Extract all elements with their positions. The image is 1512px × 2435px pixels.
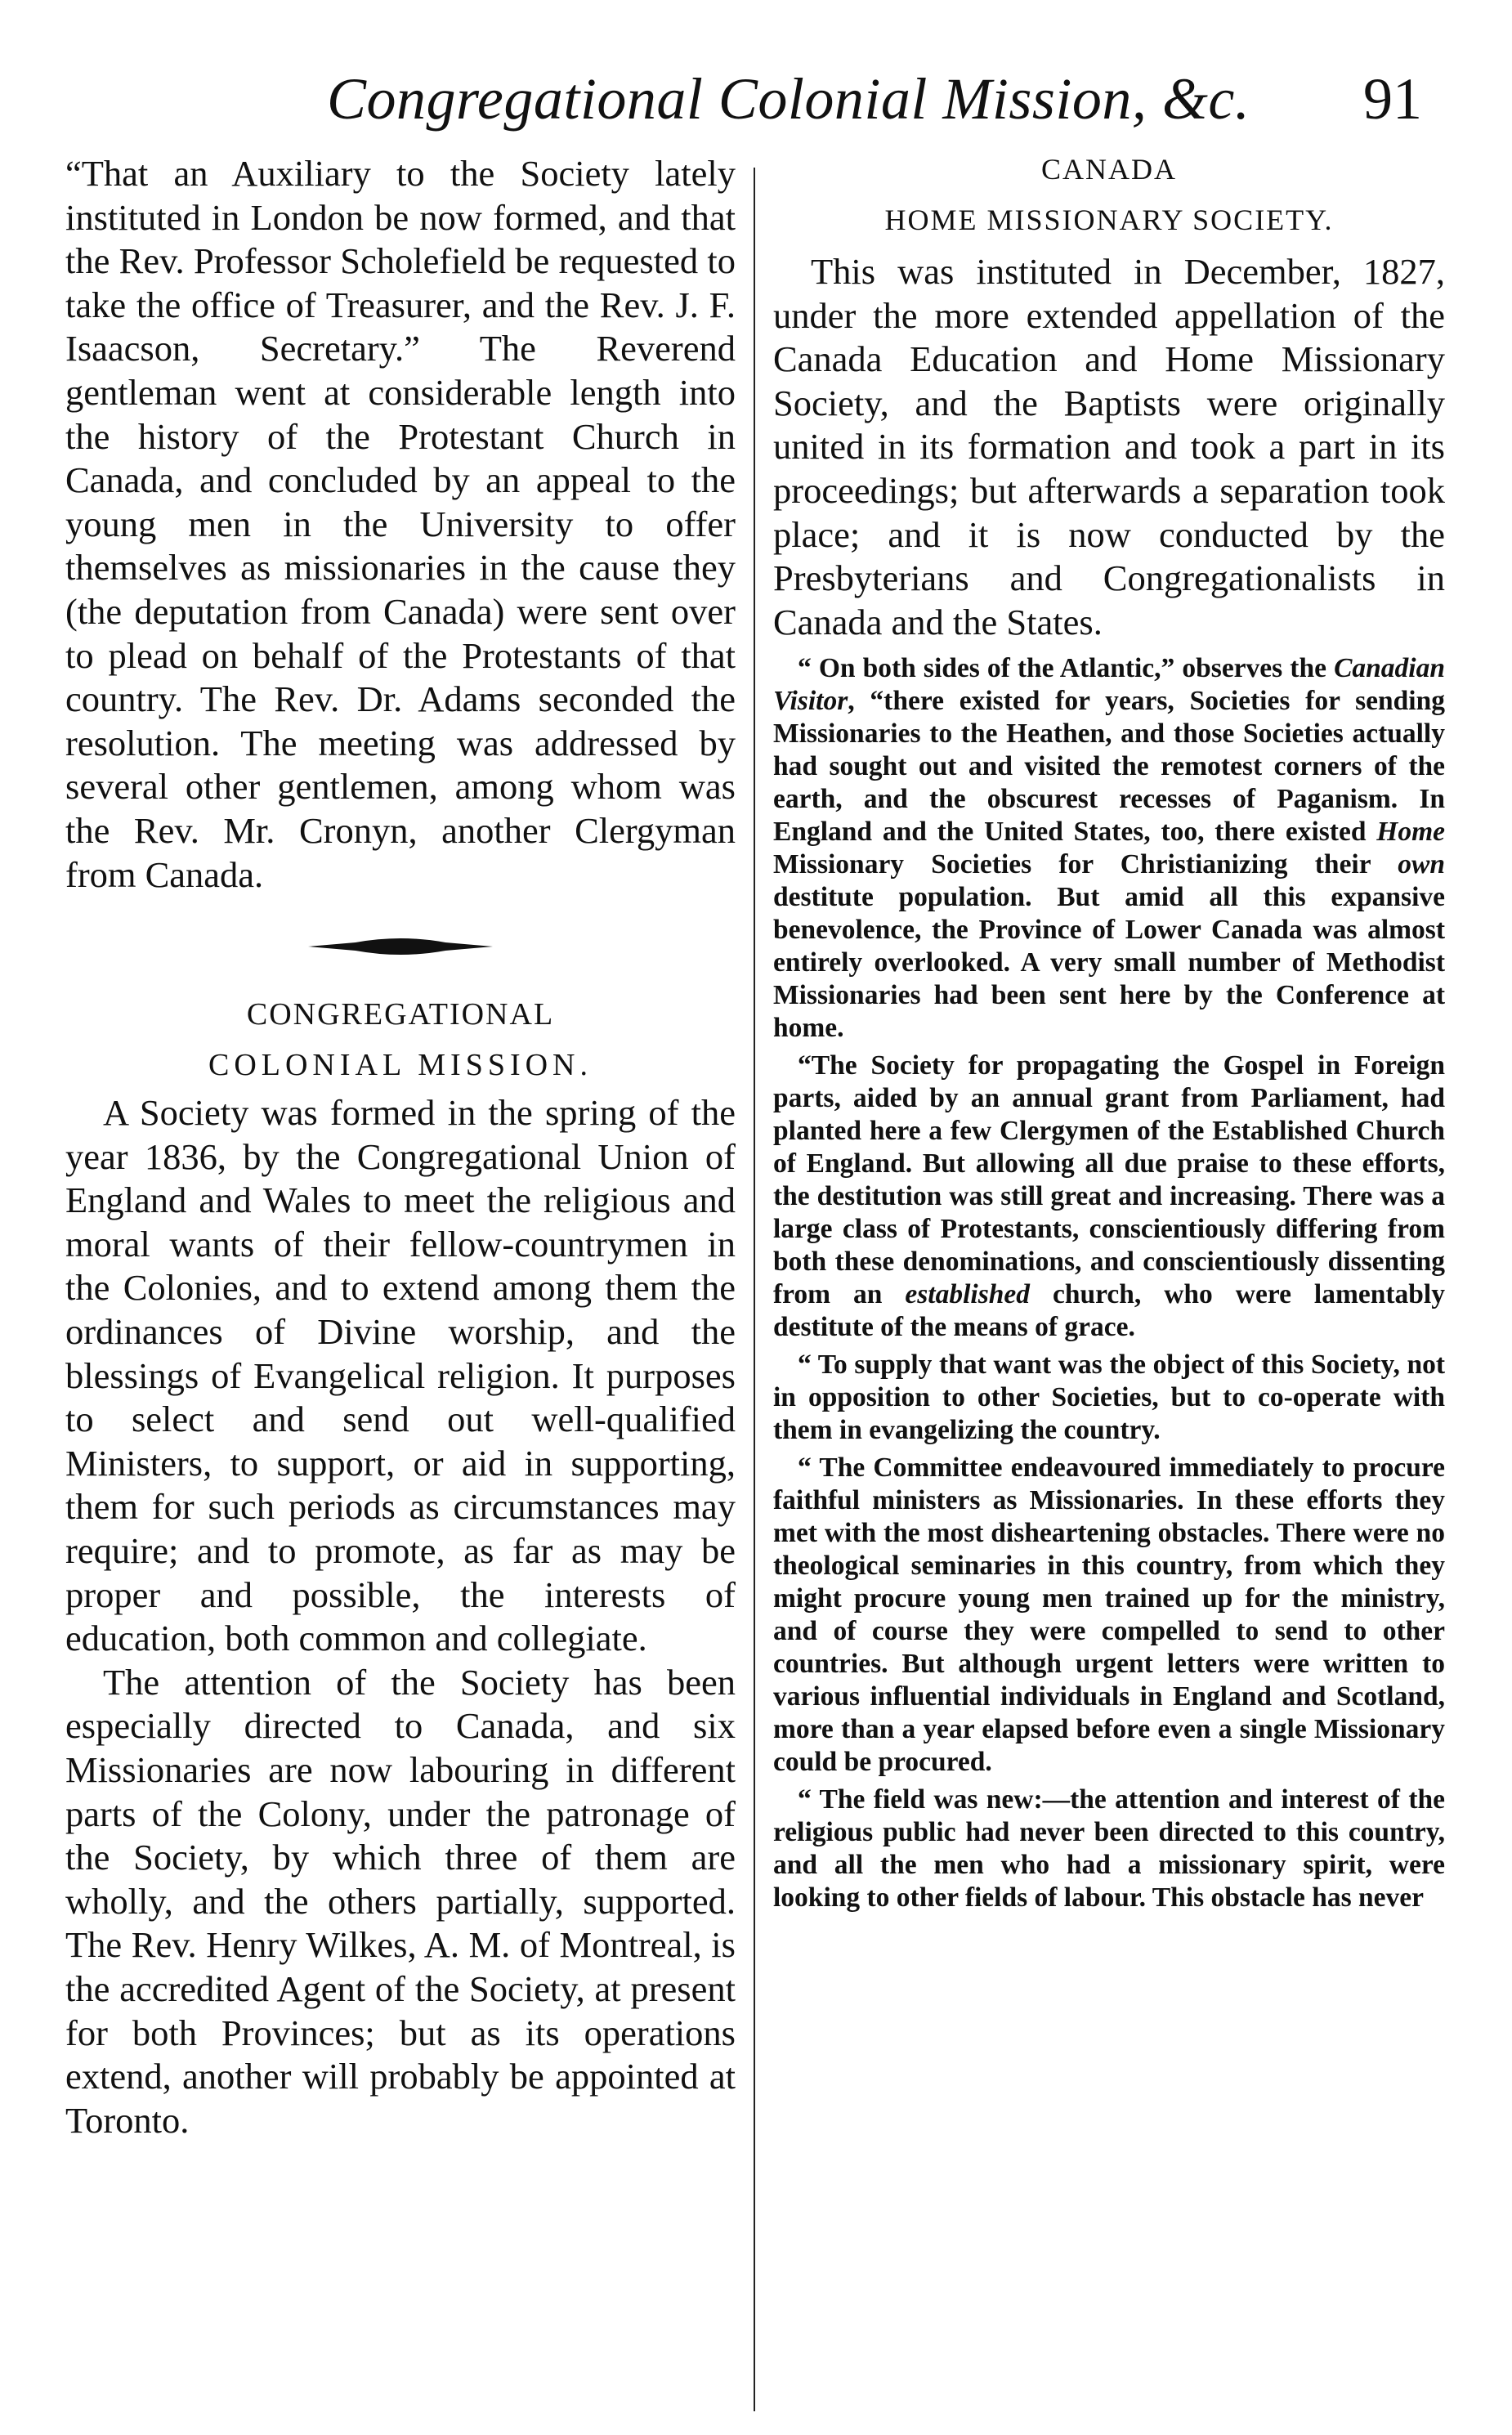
paragraph-society-formed: A Society was formed in the spring of the year 1836, by the Congregational Union of England and Wales to meet the religious and moral wants of their fellow-countrymen in the Colonies, and to extend among them the ordinances of Divine worship, and the blessings of Evangelical religion. It purposes to select and send out well-qualified Ministers, to support, or aid in supporting, them for such periods as circumstances may require; and to promote, as far as may be proper and possible, the interests of education, both common and collegiate. — [65, 1092, 736, 1659]
quote-text: Missionary Societies for Christianizing their — [773, 849, 1398, 880]
right-column — [773, 152, 1445, 1919]
section-heading-home-missionary-society: HOME MISSIONARY SOCIETY. — [884, 204, 1334, 236]
quote-paragraph-supply-want: “ To supply that want was the object of this Society, not in opposition to other Societies, but to co-operate with them in evangelizing the country. — [773, 1350, 1445, 1446]
paragraph-instituted: This was instituted in December, 1827, under the more extended appellation of the Canada Education and Home Missionary Society, and the Baptists were originally united in its formation and took a part in its proceedings; but afterwards a separation took place; and it is now conducted by the Presbyterians and Congregationalists in Canada and the States. — [773, 251, 1445, 642]
quote-italic-word: established — [905, 1279, 1031, 1310]
page-header — [65, 43, 1447, 132]
quote-paragraph-gospel-society — [773, 1050, 1445, 1344]
quote-text: “ On both sides of the Atlantic,” observes the — [798, 653, 1335, 684]
quote-paragraph-atlantic — [773, 652, 1445, 1045]
section-heading-colonial-mission: COLONIAL MISSION. — [208, 1048, 593, 1083]
page-number: 91 — [1363, 66, 1422, 132]
section-ornament-icon — [306, 934, 494, 959]
left-column — [65, 152, 736, 2142]
quote-paragraph-field-new: “ The field was new:—the attention and interest of the religious public had never been directed to this country, and all the men who had a missionary spirit, were looking to other fields of labour. This obstacle has never — [773, 1784, 1445, 1914]
quote-paragraph-committee: “ The Committee endeavoured immediately to procure faithful ministers as Missionaries. In these efforts they met with the most disheartening obstacles. There were no theological seminaries in this country, from which they might procure young men trained up for the ministry, and of course they were compelled to send to other countries. But although urgent letters were written to various influential individuals in England and Scotland, more than a year elapsed before even a single Missionary could be procured. — [773, 1452, 1445, 1778]
quote-text: church, who were lamentably destitute of the means of grace. — [773, 1279, 1445, 1343]
paragraph-auxiliary-resolution: “That an Auxiliary to the Society lately instituted in London be now formed, and that the Rev. Professor Scholefield be requested to take the office of Treasurer, and the Rev. J. F. Isaacson, Secretary.” The Reverend gentleman went at considerable length into the history of the Protestant Church in Canada, and concluded by an appeal to the young men in the University to offer themselves as missionaries in the cause they (the deputation from Canada) were sent over to plead on behalf of the Protestants of that country. The Rev. Dr. Adams seconded the resolution. The meeting was addressed by several other gentlemen, among whom was the Rev. Mr. Cronyn, another Clergyman from Canada. — [65, 153, 736, 895]
column-divider — [754, 168, 755, 2411]
quote-text: destitute population. But amid all this expansive benevolence, the Province of Lower Canada was almost entirely overlooked. A very small number of Methodist Missionaries had been sent here by the Conference at home. — [773, 882, 1445, 1044]
spacer — [773, 644, 1445, 652]
quote-italic-title: Canadian Visitor — [773, 653, 1445, 717]
quote-text: “The Society for propagating the Gospel in Foreign parts, aided by an annual grant from Parliament, had planted here a few Clergymen of the Established Church of England. But allowing all due praise to these efforts, the destitution was still great and increasing. There was a large class of Protestants, conscientiously differing from both these denominations, and conscientiously dissenting from an — [773, 1050, 1445, 1310]
quote-italic-word: Home — [1376, 817, 1445, 848]
quote-italic-word: own — [1398, 849, 1445, 880]
paragraph-attention-canada: The attention of the Society has been especially directed to Canada, and six Missionaries are now labouring in different parts of the Colony, under the patronage of the Society, by which three of them are wholly, and the others partially, supported. The Rev. Henry Wilkes, A. M. of Montreal, is the accredited Agent of the Society, at present for both Provinces; but as its operations extend, another will probably be appointed at Toronto. — [65, 1661, 736, 2141]
running-title: Congregational Colonial Mission, &c. — [327, 66, 1250, 132]
section-heading-congregational: CONGREGATIONAL — [246, 997, 555, 1032]
section-heading-canada: CANADA — [1040, 153, 1177, 186]
quote-text: , “there existed for years, Societies for sending Missionaries to the Heathen, and those Societies actually had sought out and visited the remotest corners of the earth, and the obscurest recesses of Paganism. In England and the United States, too, there existed — [773, 686, 1445, 848]
